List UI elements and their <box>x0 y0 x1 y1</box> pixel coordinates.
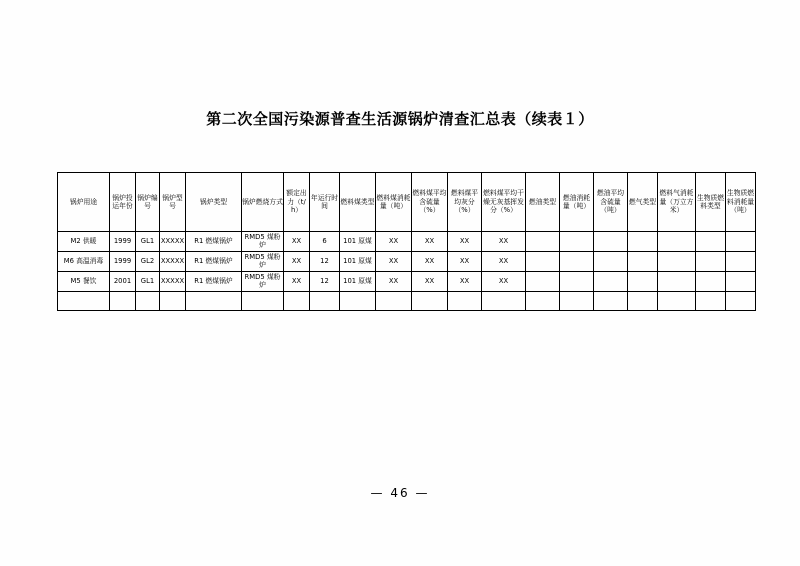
boiler-survey-table <box>57 172 756 311</box>
table-cell <box>58 291 110 310</box>
table-cell <box>376 291 412 310</box>
table-cell: R1 燃煤锅炉 <box>186 251 242 271</box>
table-cell: XX <box>284 251 310 271</box>
table-cell <box>658 271 696 291</box>
column-header: 燃料煤平均灰分（%） <box>448 173 482 232</box>
table-cell <box>696 232 726 252</box>
table-cell <box>594 271 628 291</box>
column-header: 燃料煤类型 <box>340 173 376 232</box>
table-cell: XX <box>448 271 482 291</box>
table-cell: GL1 <box>136 271 160 291</box>
table-cell: XX <box>448 251 482 271</box>
table-cell: 101 原煤 <box>340 271 376 291</box>
table-cell: XX <box>284 232 310 252</box>
table-cell <box>284 291 310 310</box>
table-cell <box>110 291 136 310</box>
table-cell <box>160 291 186 310</box>
table-cell <box>560 251 594 271</box>
table-cell <box>594 291 628 310</box>
table-cell <box>526 251 560 271</box>
table-cell: R1 燃煤锅炉 <box>186 232 242 252</box>
column-header: 生物质燃料类型 <box>696 173 726 232</box>
column-header: 燃料煤平均干燥无灰基挥发分（%） <box>482 173 526 232</box>
table-cell <box>526 271 560 291</box>
page-number: — 46 — <box>370 486 430 500</box>
table-cell: RMD5 煤粉炉 <box>242 251 284 271</box>
table-cell <box>340 291 376 310</box>
column-header: 燃气类型 <box>628 173 658 232</box>
table-cell <box>526 232 560 252</box>
column-header: 燃料气消耗量（万立方米） <box>658 173 696 232</box>
table-cell: 12 <box>310 271 340 291</box>
table-cell: XXXXX <box>160 232 186 252</box>
table-cell: GL1 <box>136 232 160 252</box>
table-cell: 1999 <box>110 251 136 271</box>
table-cell <box>628 251 658 271</box>
column-header: 燃油消耗量（吨） <box>560 173 594 232</box>
table-cell: 101 原煤 <box>340 232 376 252</box>
table-cell: M6 高温消毒 <box>58 251 110 271</box>
table-cell <box>628 232 658 252</box>
table-row <box>58 271 756 291</box>
column-header: 锅炉用途 <box>58 173 110 232</box>
column-header: 燃油平均含硫量（吨） <box>594 173 628 232</box>
table-cell <box>696 271 726 291</box>
table-cell <box>242 291 284 310</box>
table-cell: GL2 <box>136 251 160 271</box>
table-cell: 2001 <box>110 271 136 291</box>
table-row <box>58 291 756 310</box>
table-cell: XX <box>376 232 412 252</box>
table-cell <box>560 291 594 310</box>
table-cell <box>594 251 628 271</box>
table-cell <box>186 291 242 310</box>
table-cell <box>628 271 658 291</box>
table-cell: XX <box>448 232 482 252</box>
column-header: 锅炉类型 <box>186 173 242 232</box>
table-cell <box>696 251 726 271</box>
table-cell: XX <box>482 232 526 252</box>
column-header: 锅炉投运年份 <box>110 173 136 232</box>
column-header: 燃料煤平均含硫量（%） <box>412 173 448 232</box>
table-cell: XX <box>284 271 310 291</box>
page-title: 第二次全国污染源普查生活源锅炉清查汇总表（续表１） <box>206 110 594 128</box>
table-cell <box>448 291 482 310</box>
table-cell <box>526 291 560 310</box>
table-cell <box>560 232 594 252</box>
table-cell: 6 <box>310 232 340 252</box>
table-cell: XXXXX <box>160 271 186 291</box>
column-header: 锅炉编号 <box>136 173 160 232</box>
column-header: 锅炉燃烧方式 <box>242 173 284 232</box>
table-cell <box>726 232 756 252</box>
table-cell <box>726 271 756 291</box>
table-cell <box>310 291 340 310</box>
table-row <box>58 251 756 271</box>
column-header: 锅炉型号 <box>160 173 186 232</box>
table-cell <box>594 232 628 252</box>
table-cell <box>412 291 448 310</box>
table-header-row <box>58 173 756 232</box>
table-cell: XXXXX <box>160 251 186 271</box>
table-cell <box>658 232 696 252</box>
table-cell: XX <box>376 251 412 271</box>
table-cell <box>726 251 756 271</box>
table-cell: R1 燃煤锅炉 <box>186 271 242 291</box>
table-cell <box>482 291 526 310</box>
table-cell <box>696 291 726 310</box>
column-header: 额定出力（t/h） <box>284 173 310 232</box>
table-cell <box>658 251 696 271</box>
column-header: 生物质燃料消耗量（吨） <box>726 173 756 232</box>
table-cell: RMD5 煤粉炉 <box>242 232 284 252</box>
table-cell: 101 原煤 <box>340 251 376 271</box>
table-cell: XX <box>376 271 412 291</box>
table-cell: 12 <box>310 251 340 271</box>
table-cell: XX <box>412 271 448 291</box>
column-header: 燃料煤消耗量（吨） <box>376 173 412 232</box>
table-cell <box>136 291 160 310</box>
table-row <box>58 232 756 252</box>
table-cell: 1999 <box>110 232 136 252</box>
table-cell <box>628 291 658 310</box>
table-cell: M5 餐饮 <box>58 271 110 291</box>
table-cell <box>560 271 594 291</box>
table-cell: M2 供暖 <box>58 232 110 252</box>
table-cell: XX <box>482 251 526 271</box>
table-cell: XX <box>412 251 448 271</box>
table-cell <box>658 291 696 310</box>
table-cell <box>726 291 756 310</box>
boiler-survey-table-container <box>57 172 755 311</box>
table-cell: XX <box>482 271 526 291</box>
column-header: 燃油类型 <box>526 173 560 232</box>
table-cell: RMD5 煤粉炉 <box>242 271 284 291</box>
column-header: 年运行时间 <box>310 173 340 232</box>
table-cell: XX <box>412 232 448 252</box>
